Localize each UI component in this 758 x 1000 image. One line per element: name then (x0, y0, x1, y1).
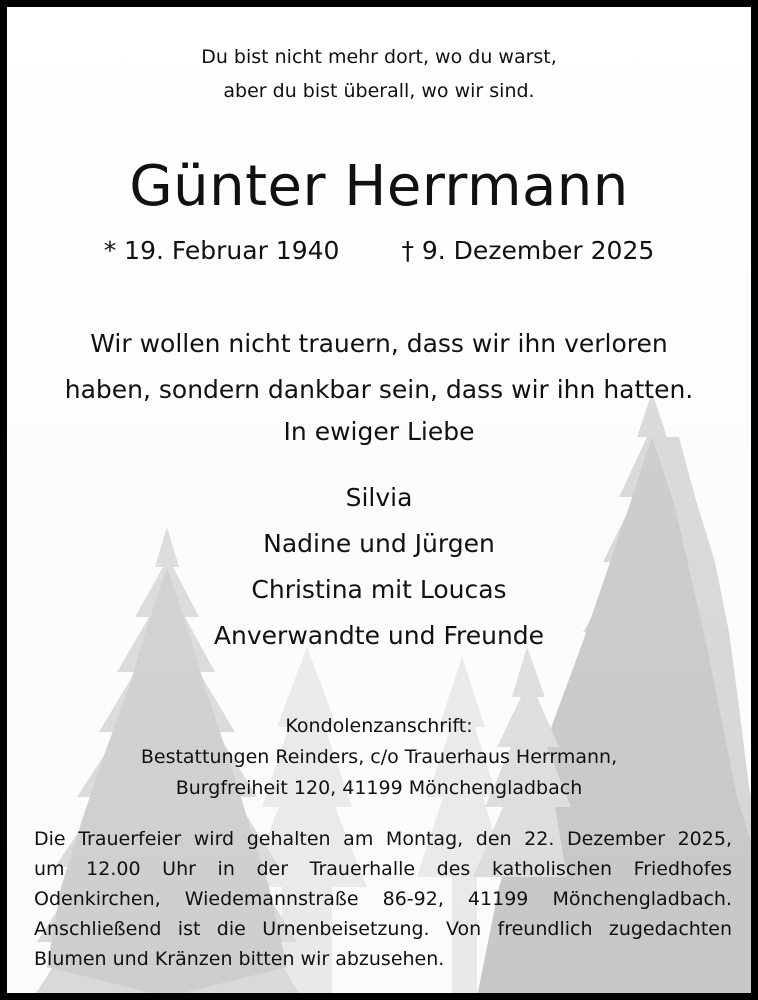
opening-quote (7, 40, 751, 108)
farewell-line: In ewiger Liebe (283, 417, 475, 446)
birth-date: * 19. Februar 1940 (103, 236, 340, 265)
mourner-name: Nadine und Jürgen (263, 529, 495, 558)
mourners-list (7, 475, 751, 659)
mourner-name: Christina mit Loucas (251, 575, 507, 604)
mourner-name: Silvia (345, 483, 413, 512)
condolence-heading: Kondolenzanschrift: (285, 715, 473, 737)
verse-line: haben, sondern dankbar sein, dass wir ihn hatten. (64, 375, 694, 404)
condolence-line: Bestattungen Reinders, c/o Trauerhaus Herrmann, (140, 746, 618, 768)
notice-content (7, 7, 751, 993)
life-dates (7, 231, 751, 271)
funeral-line: Blumen und Kränzen bitten wir abzusehen. (34, 948, 445, 970)
memorial-verse (7, 321, 751, 413)
funeral-details (34, 824, 732, 974)
death-date: † 9. Dezember 2025 (401, 236, 655, 265)
quote-line: aber du bist überall, wo wir sind. (223, 80, 535, 102)
funeral-line: Anschließend ist die Urnenbeisetzung. Von freundlich zugedachten (34, 918, 732, 940)
condolence-line: Burgfreiheit 120, 41199 Mönchengladbach (175, 777, 583, 799)
condolence-address (7, 711, 751, 804)
mourner-name: Anverwandte und Freunde (213, 621, 545, 650)
funeral-line: um 12.00 Uhr in der Trauerhalle des katholischen Friedhofes (34, 858, 732, 880)
funeral-line: Odenkirchen, Wiedemannstraße 86-92, 41199 Mönchengladbach. (34, 888, 732, 910)
deceased-name: Günter Herrmann (129, 154, 629, 219)
quote-line: Du bist nicht mehr dort, wo du warst, (201, 46, 557, 68)
funeral-line: Die Trauerfeier wird gehalten am Montag, den 22. Dezember 2025, (34, 828, 732, 850)
verse-line: Wir wollen nicht trauern, dass wir ihn verloren (90, 329, 668, 358)
